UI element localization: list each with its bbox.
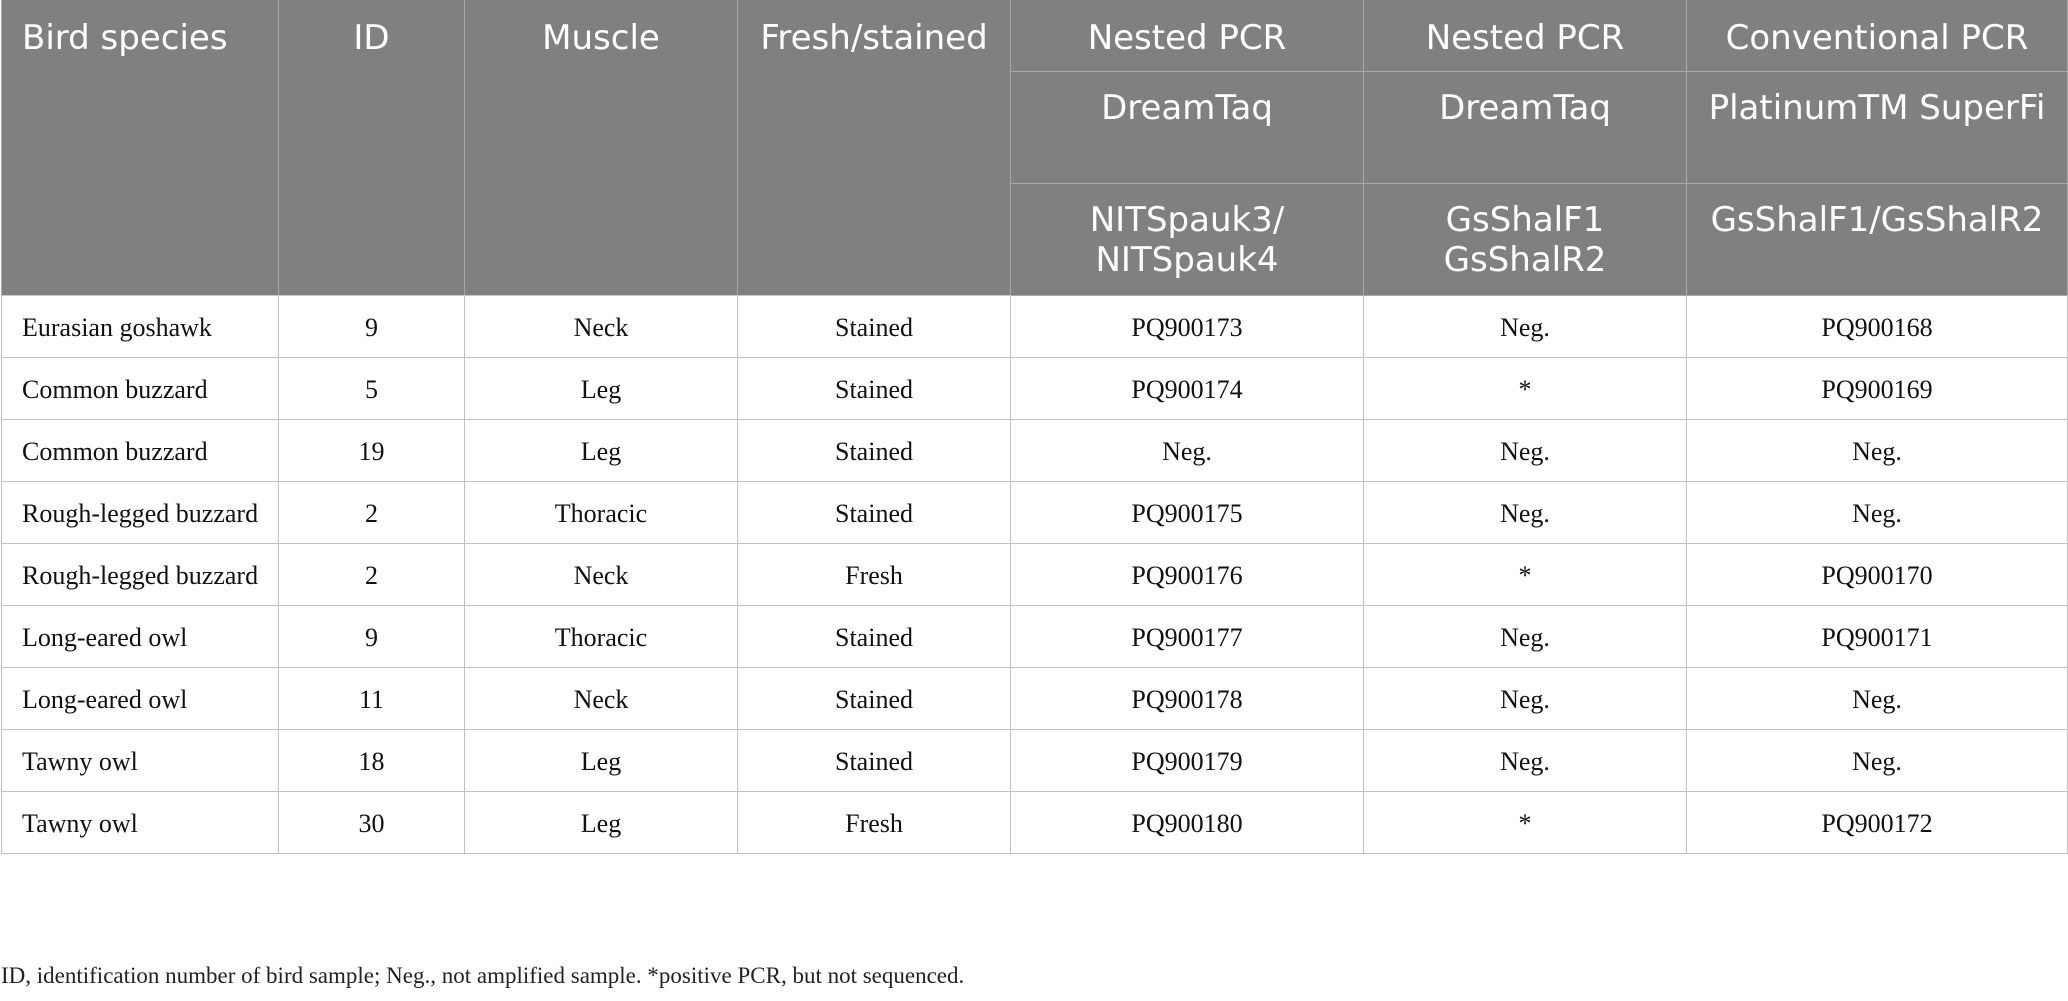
cell-id: 18 [279,730,465,792]
cell-id: 19 [279,420,465,482]
cell-nits: PQ900180 [1011,792,1364,854]
cell-muscle: Neck [465,544,738,606]
table-body [2,296,2068,854]
header-col5-method: Nested PCR [1011,0,1364,72]
table-row [2,668,2068,730]
table-row [2,482,2068,544]
cell-state: Stained [738,420,1011,482]
cell-nits: PQ900179 [1011,730,1364,792]
cell-nits: PQ900178 [1011,668,1364,730]
cell-nits: PQ900174 [1011,358,1364,420]
cell-state: Stained [738,296,1011,358]
cell-id: 2 [279,482,465,544]
header-id: ID [279,0,465,296]
cell-muscle: Leg [465,730,738,792]
cell-species: Long-eared owl [2,606,279,668]
header-col7-primers: GsShalF1/GsShalR2 [1687,184,2068,296]
cell-nested-gs: * [1364,544,1687,606]
cell-muscle: Thoracic [465,606,738,668]
cell-muscle: Neck [465,296,738,358]
pcr-results-table [1,0,2068,854]
cell-state: Stained [738,606,1011,668]
table-header [2,0,2068,296]
cell-nested-gs: * [1364,358,1687,420]
header-fresh-stained: Fresh/stained [738,0,1011,296]
cell-id: 11 [279,668,465,730]
cell-muscle: Leg [465,792,738,854]
cell-id: 9 [279,606,465,668]
cell-nested-gs: Neg. [1364,482,1687,544]
header-col7-method: Conventional PCR [1687,0,2068,72]
cell-nits: PQ900176 [1011,544,1364,606]
cell-id: 5 [279,358,465,420]
cell-species: Eurasian goshawk [2,296,279,358]
cell-state: Stained [738,730,1011,792]
cell-nested-gs: Neg. [1364,420,1687,482]
cell-muscle: Neck [465,668,738,730]
cell-species: Long-eared owl [2,668,279,730]
cell-species: Common buzzard [2,358,279,420]
header-col6-enzyme: DreamTaq [1364,72,1687,184]
cell-nits: PQ900177 [1011,606,1364,668]
header-col6-method: Nested PCR [1364,0,1687,72]
cell-nits: PQ900175 [1011,482,1364,544]
cell-id: 9 [279,296,465,358]
cell-muscle: Thoracic [465,482,738,544]
table-row [2,544,2068,606]
cell-id: 30 [279,792,465,854]
cell-nits: Neg. [1011,420,1364,482]
cell-conv-gs: PQ900171 [1687,606,2068,668]
table-row [2,730,2068,792]
cell-nested-gs: Neg. [1364,668,1687,730]
header-col5-primers: NITSpauk3/ NITSpauk4 [1011,184,1364,296]
cell-species: Tawny owl [2,792,279,854]
header-bird-species: Bird species [2,0,279,296]
cell-conv-gs: Neg. [1687,482,2068,544]
cell-state: Stained [738,482,1011,544]
cell-species: Rough-legged buzzard [2,482,279,544]
table-row [2,606,2068,668]
header-col6-primers: GsShalF1 GsShalR2 [1364,184,1687,296]
cell-state: Stained [738,358,1011,420]
cell-conv-gs: PQ900170 [1687,544,2068,606]
table-footnote: ID, identification number of bird sample; Neg., not amplified sample. *positive PCR, but not sequenced. [1,963,965,988]
table-row [2,420,2068,482]
cell-state: Fresh [738,792,1011,854]
cell-state: Fresh [738,544,1011,606]
cell-conv-gs: PQ900169 [1687,358,2068,420]
cell-id: 2 [279,544,465,606]
header-muscle: Muscle [465,0,738,296]
cell-species: Common buzzard [2,420,279,482]
cell-nested-gs: * [1364,792,1687,854]
cell-conv-gs: Neg. [1687,730,2068,792]
cell-nested-gs: Neg. [1364,606,1687,668]
header-col7-enzyme: PlatinumTM SuperFi [1687,72,2068,184]
cell-muscle: Leg [465,358,738,420]
table-row [2,296,2068,358]
cell-conv-gs: Neg. [1687,668,2068,730]
cell-state: Stained [738,668,1011,730]
cell-species: Tawny owl [2,730,279,792]
cell-conv-gs: PQ900168 [1687,296,2068,358]
cell-muscle: Leg [465,420,738,482]
header-col5-enzyme: DreamTaq [1011,72,1364,184]
cell-species: Rough-legged buzzard [2,544,279,606]
cell-nested-gs: Neg. [1364,296,1687,358]
cell-nested-gs: Neg. [1364,730,1687,792]
table-row [2,792,2068,854]
cell-conv-gs: PQ900172 [1687,792,2068,854]
table-row [2,358,2068,420]
cell-nits: PQ900173 [1011,296,1364,358]
cell-conv-gs: Neg. [1687,420,2068,482]
